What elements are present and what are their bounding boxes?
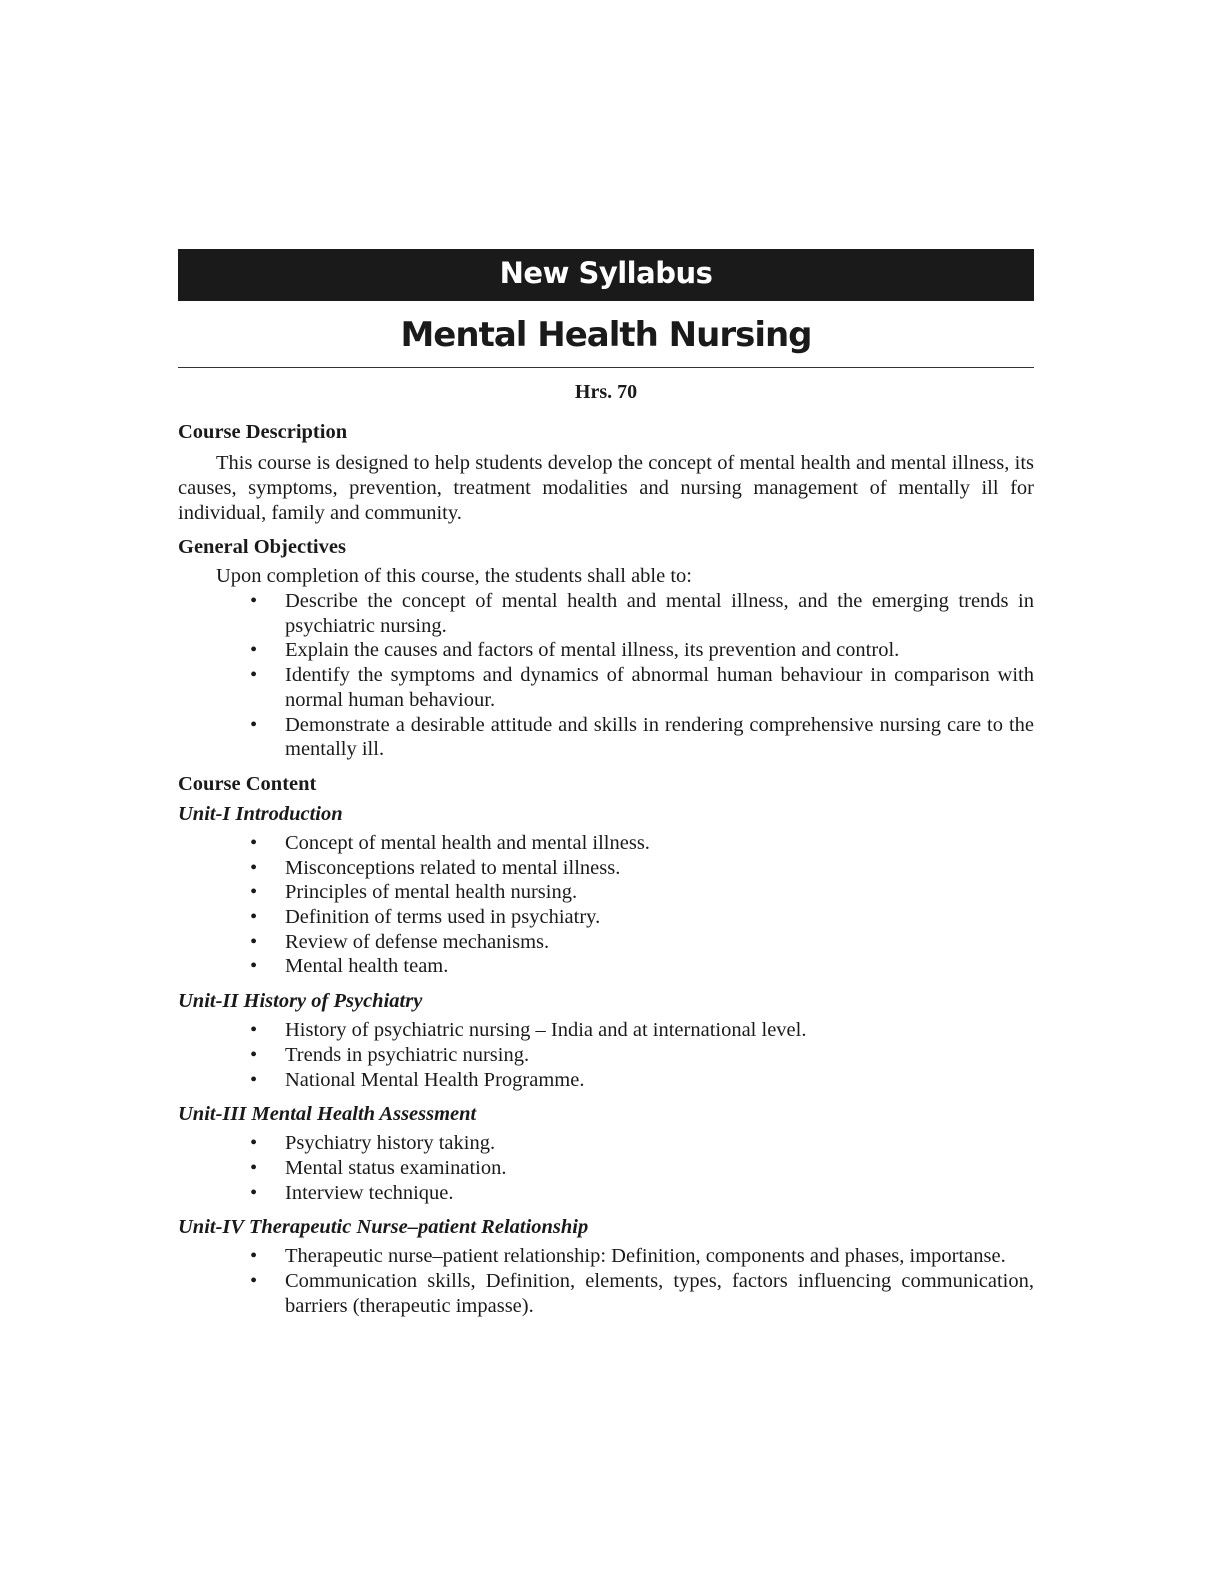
bullet-icon: •: [250, 639, 258, 662]
unit-2-heading: Unit-II History of Psychiatry: [178, 990, 423, 1013]
list-item: • Explain the causes and factors of mental illness, its prevention and control.: [250, 639, 900, 662]
bullet-icon: •: [250, 1019, 258, 1042]
section-banner: New Syllabus: [178, 249, 1034, 301]
list-item: • Interview technique.: [250, 1181, 454, 1204]
unit-3-heading: Unit-III Mental Health Assessment: [178, 1103, 477, 1126]
unit-2-list: [178, 1018, 1034, 1092]
bullet-icon: •: [250, 881, 258, 904]
list-item: • Definition of terms used in psychiatry.: [250, 906, 601, 929]
general-objectives-intro: Upon completion of this course, the students shall able to:: [216, 565, 692, 587]
course-description-text: This course is designed to help students develop the concept of mental health and mental illness, its causes, symptoms, prevention, treatment modalities and nursing management of mentally ill for individual, family and community.: [178, 452, 1034, 524]
bullet-icon: •: [250, 664, 258, 687]
bullet-icon: •: [250, 831, 258, 854]
course-hours: Hrs. 70: [574, 381, 638, 403]
bullet-icon: •: [250, 1132, 258, 1155]
bullet-icon: •: [250, 856, 258, 879]
objectives-list: [178, 589, 1034, 762]
list-item: • Psychiatry history taking.: [250, 1132, 496, 1155]
list-item: • Demonstrate a desirable attitude and skills in rendering comprehensive nursing care to the mentally ill.: [250, 713, 1034, 761]
bullet-icon: •: [250, 590, 258, 612]
list-item: • Trends in psychiatric nursing.: [250, 1043, 530, 1066]
bullet-icon: •: [250, 955, 258, 978]
list-item: • Mental status examination.: [250, 1156, 507, 1179]
unit-3-list: [178, 1131, 1034, 1205]
list-item: • Identify the symptoms and dynamics of abnormal human behaviour in comparison with normal human behaviour.: [250, 664, 1034, 711]
unit-1-heading: Unit-I Introduction: [178, 802, 343, 825]
list-item: • Communication skills, Definition, elements, types, factors influencing communication, barriers (therapeutic impasse).: [250, 1270, 1034, 1317]
bullet-icon: •: [250, 713, 258, 736]
syllabus-page: [178, 249, 1034, 1318]
bullet-icon: •: [250, 930, 258, 953]
unit-4-list: [178, 1244, 1034, 1318]
bullet-icon: •: [250, 1181, 258, 1204]
list-item: • Therapeutic nurse–patient relationship: Definition, components and phases, importanse.: [250, 1245, 1006, 1268]
list-item: • Principles of mental health nursing.: [250, 881, 578, 904]
list-item: • History of psychiatric nursing – India and at international level.: [250, 1019, 807, 1042]
bullet-icon: •: [250, 1068, 258, 1091]
list-item: • Concept of mental health and mental illness.: [250, 831, 650, 854]
unit-1-list: [178, 831, 1034, 979]
bullet-icon: •: [250, 906, 258, 929]
list-item: • Describe the concept of mental health and mental illness, and the emerging trends in psychiatric nursing.: [250, 590, 1034, 637]
course-description-heading: Course Description: [178, 421, 348, 443]
general-objectives-heading: General Objectives: [178, 536, 346, 558]
unit-4-heading: Unit-IV Therapeutic Nurse–patient Relationship: [178, 1216, 589, 1239]
bullet-icon: •: [250, 1270, 258, 1293]
bullet-icon: •: [250, 1043, 258, 1066]
list-item: • Review of defense mechanisms.: [250, 930, 550, 953]
title-divider: [178, 367, 1034, 368]
page-title: Mental Health Nursing: [400, 315, 812, 355]
list-item: • Mental health team.: [250, 955, 449, 978]
course-content-heading: Course Content: [178, 772, 317, 795]
list-item: • National Mental Health Programme.: [250, 1068, 585, 1091]
bullet-icon: •: [250, 1156, 258, 1179]
bullet-icon: •: [250, 1245, 258, 1268]
list-item: • Misconceptions related to mental illness.: [250, 856, 621, 879]
